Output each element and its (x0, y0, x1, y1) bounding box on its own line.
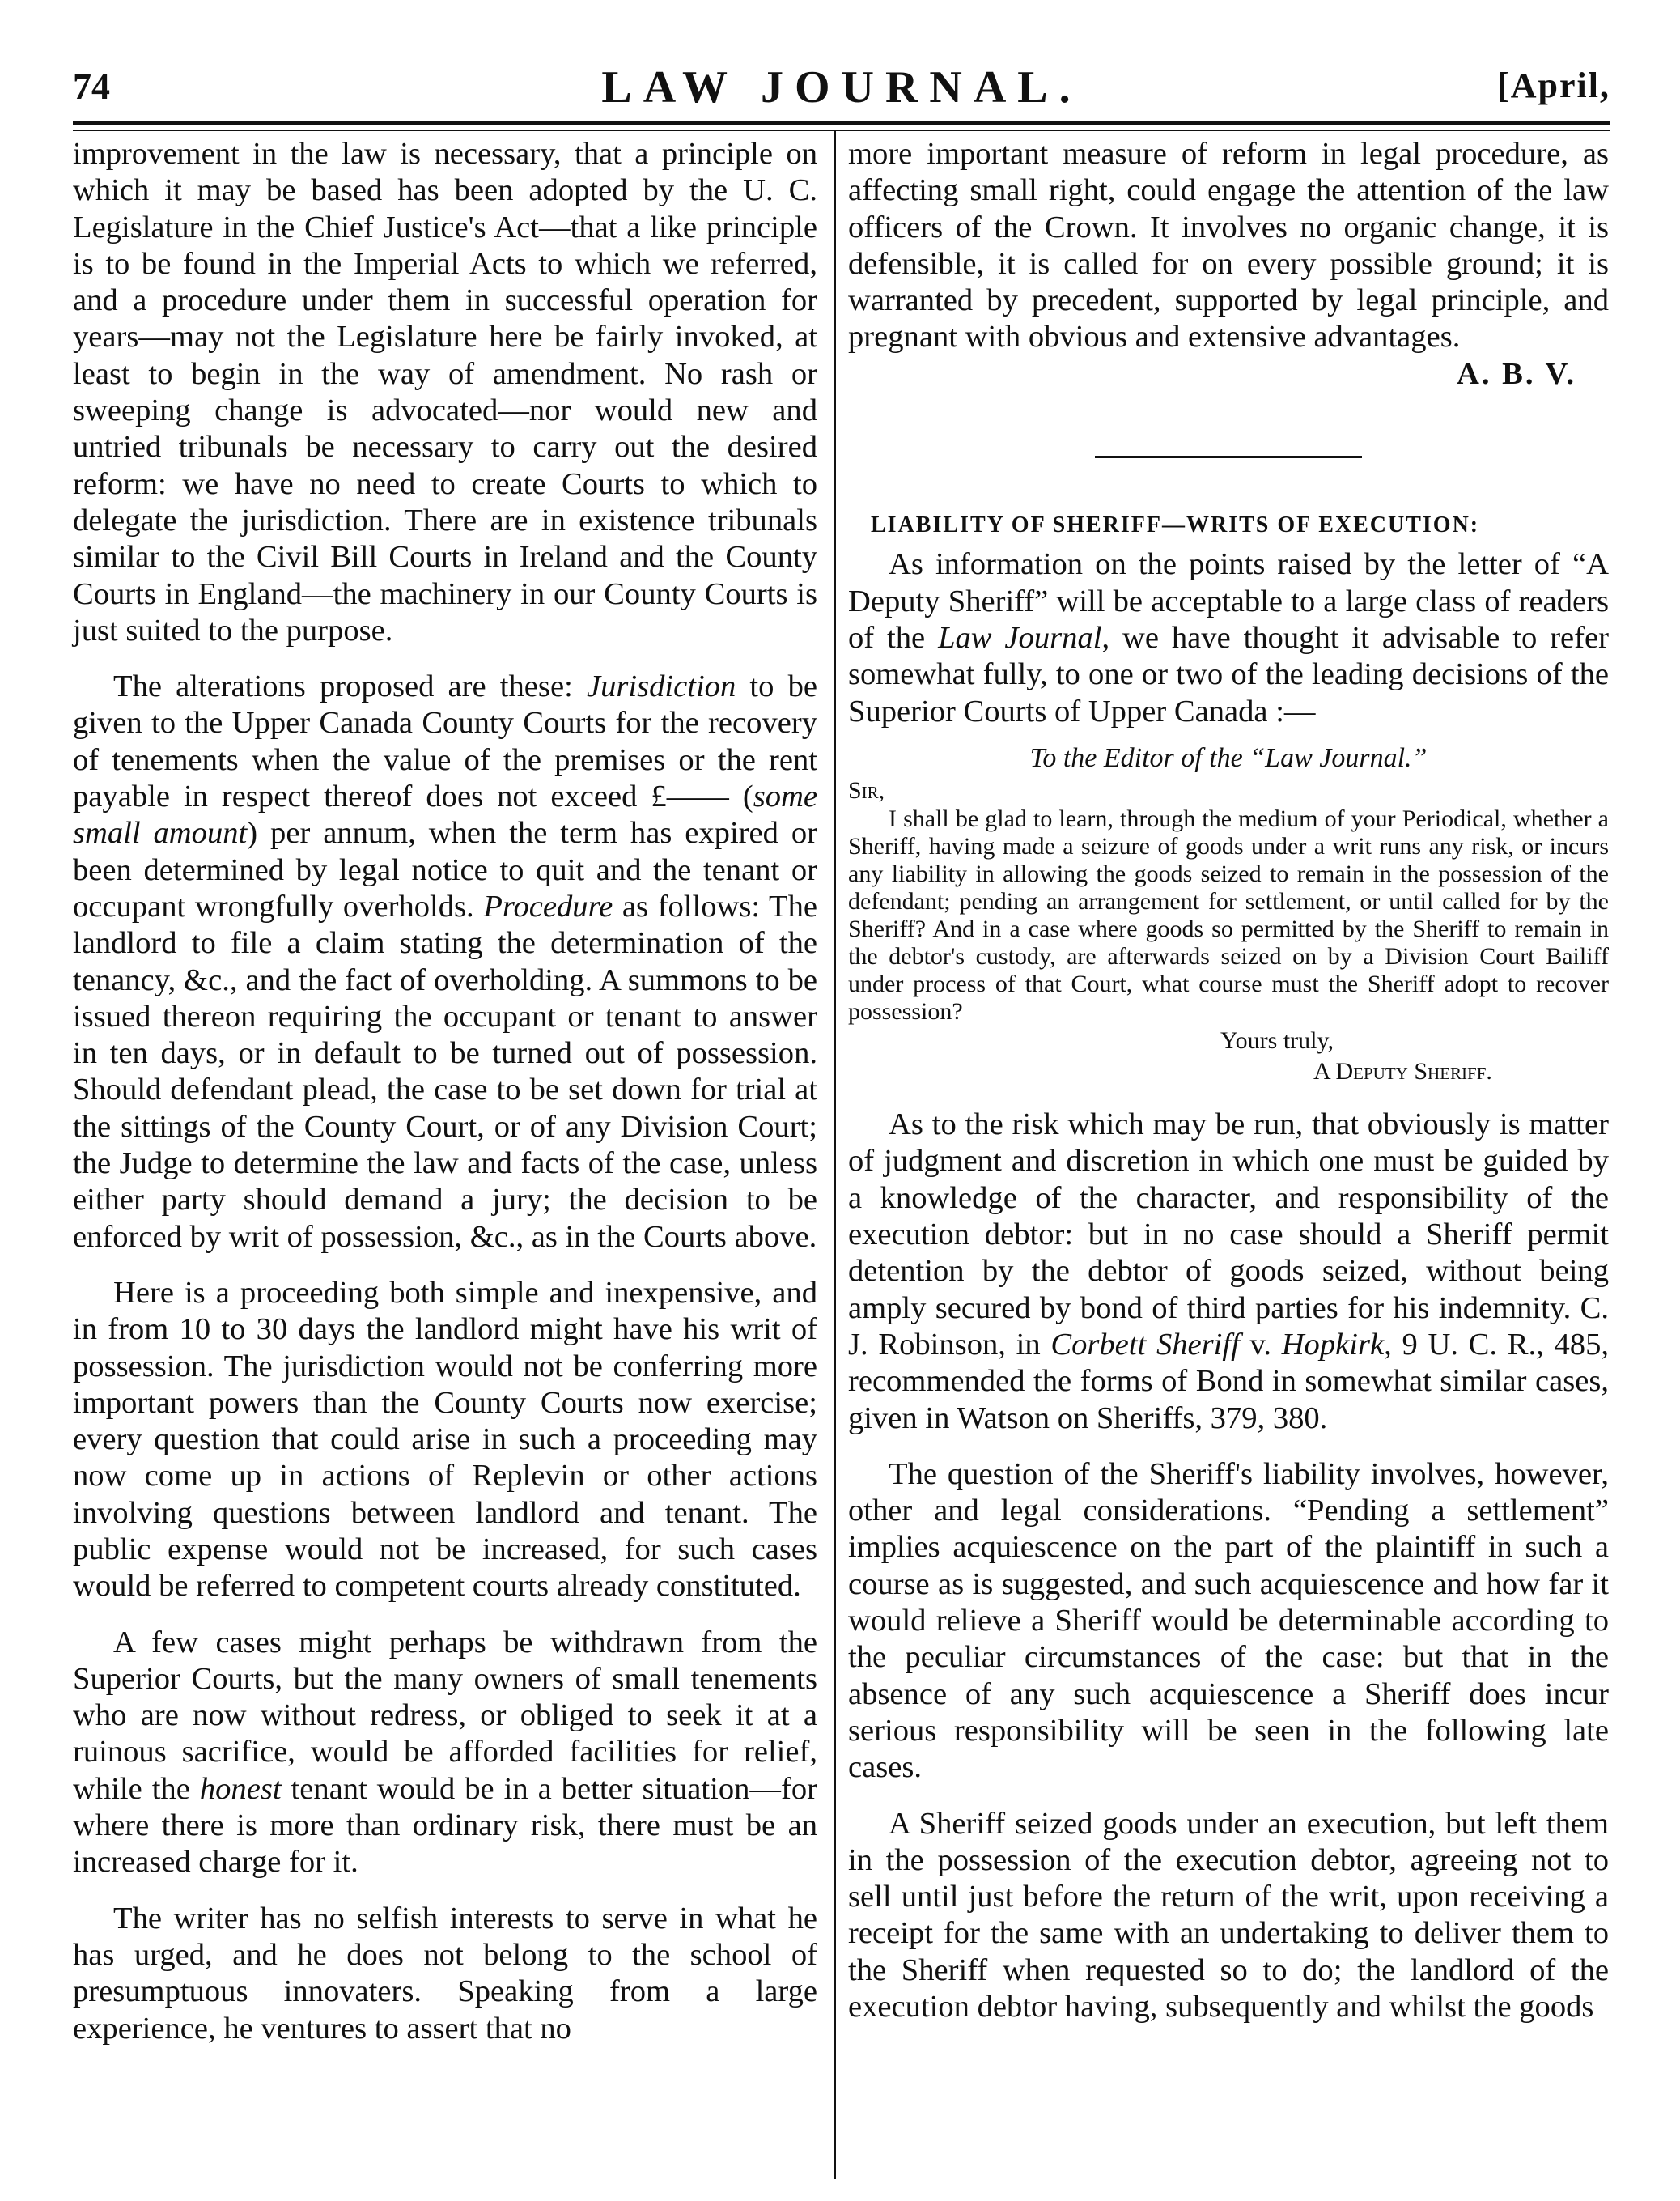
right-paragraph-3: As to the risk which may be run, that obviously is matter of judgment and discretion in which one must be guided by a knowledge of the character, and responsibility of the execution debtor: but in no case should a Sheriff permit detention by the debtor of goods seized, without being amply secured by bond of third parties for his indemnity. C. J. Robinson, in Corbett Sheriff v. Hopkirk, 9 U. C. R., 485, recommended the forms of Bond in somewhat similar cases, given in Watson on Sheriffs, 379, 380. (848, 1107, 1610, 1435)
letter-salutation: Sir, (848, 777, 885, 805)
right-paragraph-1: more important measure of reform in legal procedure, as affecting small right, could engage the attention of the law officers of the Crown. It involves no organic change, it is defensible, it is called for on every possible ground; it is warranted by precedent, supported by legal principle, and pregnant with obvious and extensive advantages. (848, 137, 1609, 355)
page-number: 74 (73, 66, 110, 107)
term-jurisdiction: Jurisdiction (586, 669, 736, 704)
letter-title: To the Editor of the “Law Journal.” (1029, 742, 1428, 773)
left-paragraph-1: improvement in the law is necessary, that a principle on which it may be based has been adopted by the U. C. Legislature in the Chief Justice's Act—that a like principle is to be found in the Imperial Acts to which we referred, and a procedure under them in successful operation for years—may not the Legislature here be fairly invoked, at least to begin in the way of amendment. No rash or sweeping change is advocated—nor would new and untried tribunals be necessary to carry out the desired reform: we have no need to create Courts to which to delegate the jurisdiction. There are in existence tribunals similar to the Civil Bill Courts in Ireland and the County Courts in England—the machinery in our County Courts is just suited to the purpose. (73, 137, 817, 648)
case-name: Corbett Sheriff (1050, 1327, 1240, 1362)
term-small-amount: some small amount (73, 780, 817, 851)
left-paragraph-2: The alterations proposed are these: Jurisdiction to be given to the Upper Canada County Courts for the recovery of tenements when the value of the premises or the rent payable in respect thereof does not exceed £—— (some small amount) per annum, when the term has expired or been determined by legal notice to quit and the tenant or occupant wrongfully overholds. Procedure as follows: The landlord to file a claim stating the determination of the tenancy, &c., and the fact of overholding. A summons to be issued thereon requiring the occupant or tenant to answer in ten days, or in default to be turned out of possession. Should defendant plead, the case to be set down for trial at the sittings of the County Court, or of any Division Court; the Judge to determine the law and facts of the case, unless either party should demand a jury; the decision to be enforced by writ of possession, &c., as in the Courts above. (73, 669, 818, 1254)
term-honest: honest (199, 1771, 282, 1806)
letter-body: I shall be glad to learn, through the medium of your Periodical, whether a Sheriff, having made a seizure of goods under a writ runs any risk, or incurs any liability in allowing the goods seized to remain in the possession of the defendant; pending an arrangement for settlement, or until called for by the Sheriff? And in a case where goods so permitted by the Sheriff to remain in the debtor's custody, are afterwards seized on by a Division Court Bailiff under process of that Court, what course must the Sheriff adopt to recover possession? (848, 805, 1609, 1026)
letter-signer: A Deputy Sheriff. (1313, 1058, 1492, 1086)
header-rule-thick (73, 121, 1610, 125)
section-heading: LIABILITY OF SHERIFF—WRITS OF EXECUTION: (871, 512, 1480, 538)
right-column (848, 136, 1609, 2025)
left-paragraph-4: A few cases might perhaps be withdrawn from the Superior Courts, but the many owners of small tenements who are now without redress, or obliged to seek it at a ruinous sacrifice, would be afforded facilities for relief, while the honest tenant would be in a better situation—for where there is more than ordinary risk, there must be an increased charge for it. (73, 1625, 817, 1880)
section-rule (1095, 456, 1362, 458)
header-rule-thin (73, 130, 1610, 131)
term-procedure: Procedure (483, 889, 613, 924)
left-paragraph-5: The writer has no selfish interests to serve in what he has urged, and he does not belong to the school of presumptuous innovaters. Speaking from a large experience, he ventures to assert that no (73, 1901, 817, 2046)
page-header (73, 62, 1610, 121)
right-paragraph-5: A Sheriff seized goods under an execution, but left them in the possession of the execution debtor, agreeing not to sell until just before the return of the writ, upon receiving a receipt for the same with an undertaking to deliver them to the Sheriff when requested so to do; the landlord of the execution debtor having, subsequently and whilst the goods (848, 1806, 1609, 2024)
case-name-2: Hopkirk (1281, 1327, 1385, 1362)
column-divider (834, 131, 836, 2179)
left-paragraph-3: Here is a proceeding both simple and inexpensive, and in from 10 to 30 days the landlord might have his writ of possession. The jurisdiction would not be conferring more important powers than the County Courts now exercise; every question that could arise in such a proceeding may now come up in actions of Replevin or other actions involving questions between landlord and tenant. The public expense would not be increased, for such cases would be referred to competent courts already constituted. (73, 1275, 817, 1604)
journal-name-italic: Law Journal (938, 620, 1102, 655)
journal-title: LAW JOURNAL. (601, 62, 1082, 113)
letter-closing: Yours truly, (1220, 1027, 1334, 1055)
author-signature: A. B. V. (1456, 356, 1576, 391)
left-column (73, 136, 817, 2047)
running-head-month: [April, (1497, 66, 1610, 105)
right-paragraph-4: The question of the Sheriff's liability involves, however, other and legal considerations. “Pending a settlement” implies acquiescence on the part of the plaintiff in such a course as is suggested, and such acquiescence and how far it would relieve a Sheriff would be determinable according to the peculiar circumstances of the case: but that in the absence of any such acquiescence a Sheriff does incur serious responsibility will be seen in the following late cases. (848, 1456, 1609, 1785)
right-paragraph-2: As information on the points raised by the letter of “A Deputy Sheriff” will be acceptable to a large class of readers of the Law Journal, we have thought it advisable to refer somewhat fully, to one or two of the leading decisions of the Superior Courts of Upper Canada :— (848, 547, 1609, 729)
